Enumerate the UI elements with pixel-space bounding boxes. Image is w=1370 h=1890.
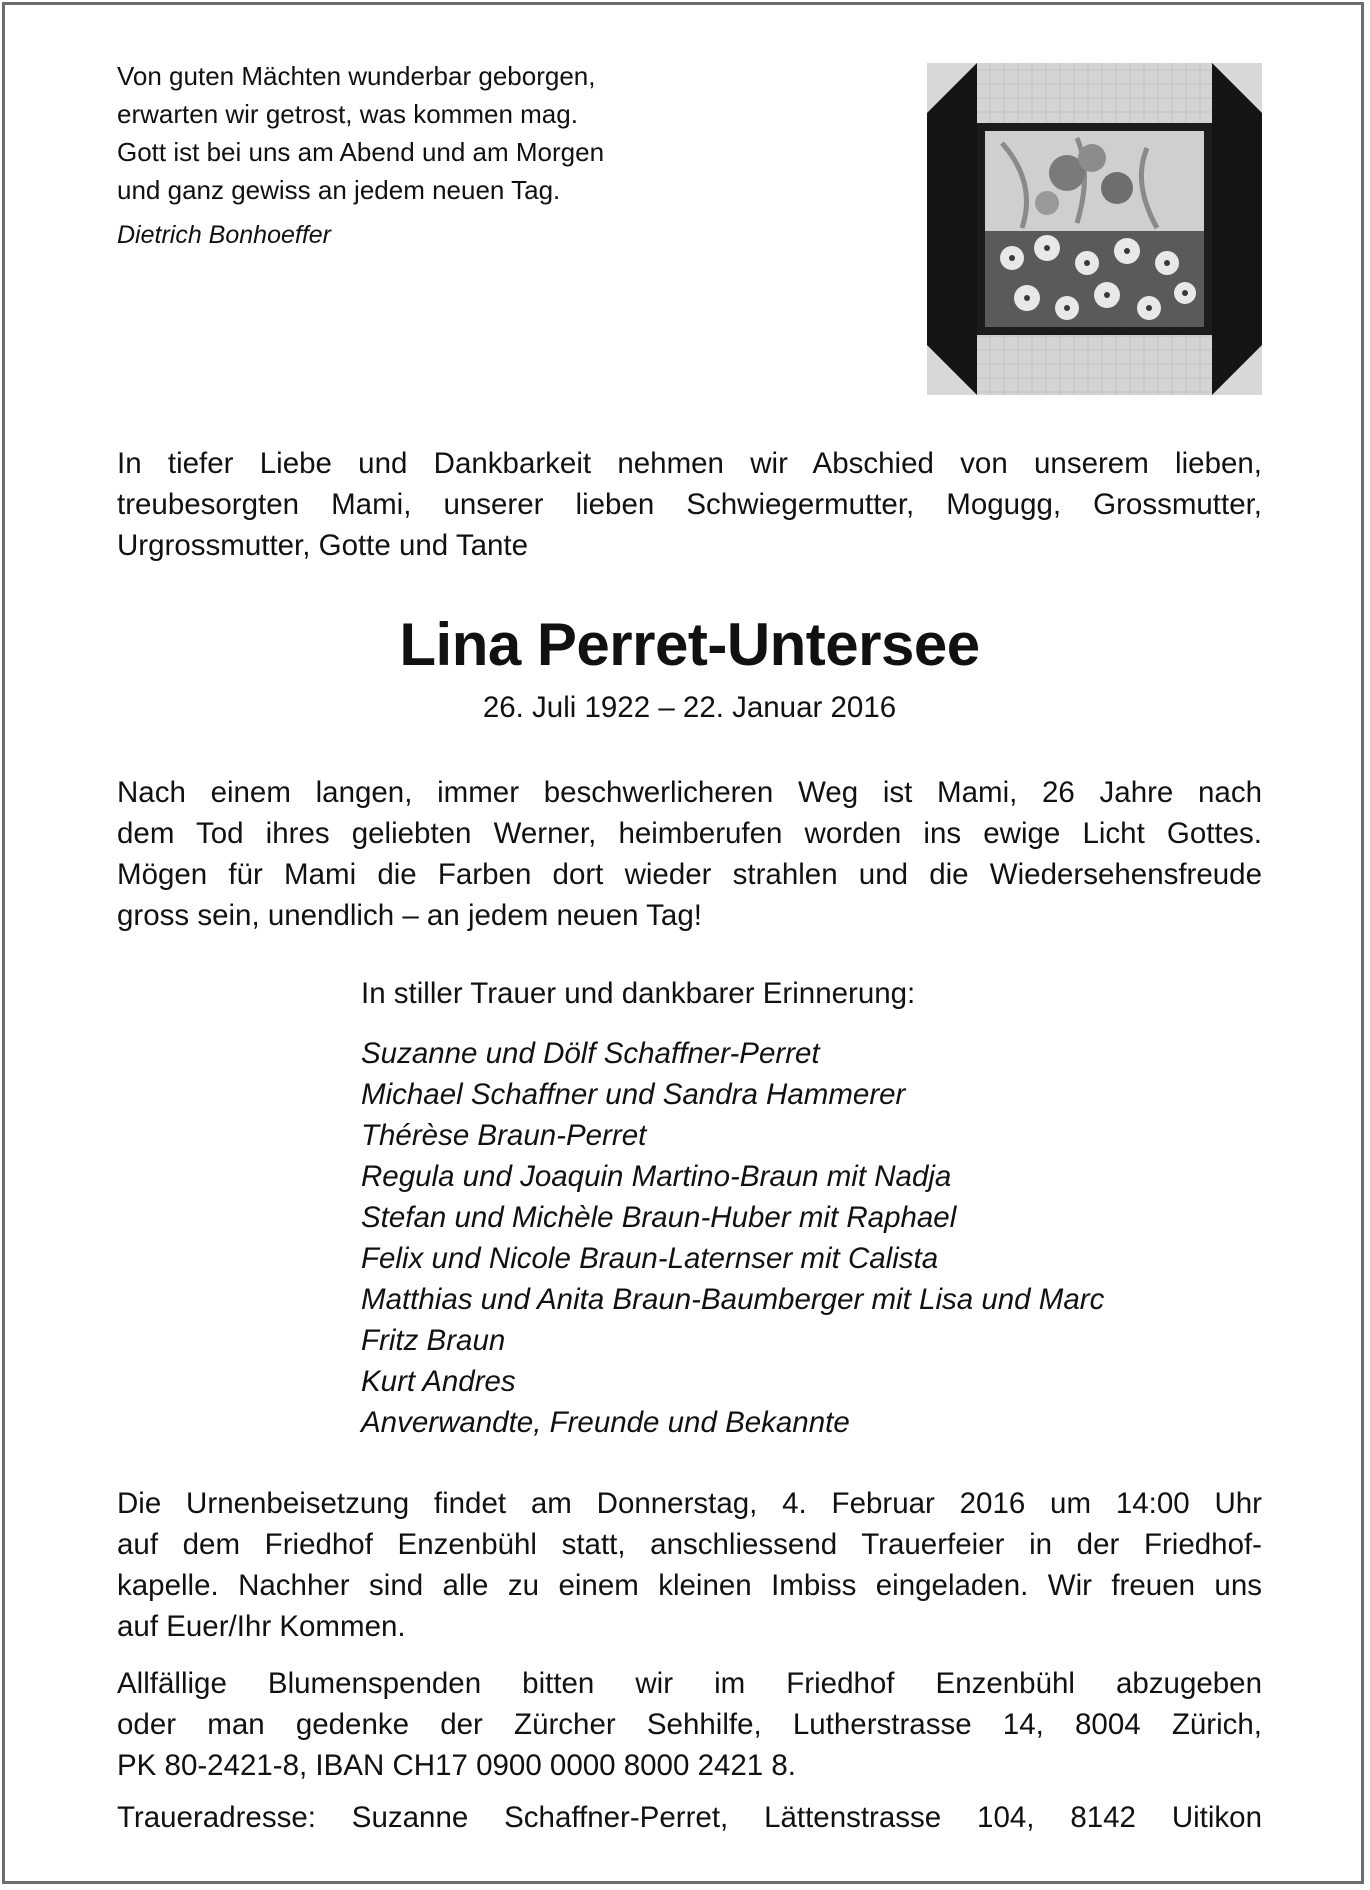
burial-line: auf Euer/Ihr Kommen. bbox=[117, 1610, 406, 1643]
poem-line: und ganz gewiss an jedem neuen Tag. bbox=[117, 175, 561, 205]
mourning-address: Traueradresse: Suzanne Schaffner-Perret, Lättenstrasse 104, 8142 Uitikon bbox=[117, 1801, 1262, 1834]
mourner-name: Matthias und Anita Braun-Baumberger mit Lisa und Marc bbox=[361, 1283, 1105, 1316]
mourners-list bbox=[361, 1033, 1104, 1443]
deceased-name: Lina Perret-Untersee bbox=[399, 611, 980, 678]
poem-line: erwarten wir getrost, was kommen mag. bbox=[117, 99, 578, 129]
intro-line: treubesorgten Mami, unserer lieben Schwiegermutter, Mogugg, Grossmutter, bbox=[117, 488, 1262, 521]
mourner-name: Anverwandte, Freunde und Bekannte bbox=[361, 1406, 850, 1439]
mourner-name: Felix und Nicole Braun-Laternser mit Calista bbox=[361, 1242, 939, 1275]
poem-line: Von guten Mächten wunderbar geborgen, bbox=[117, 61, 596, 91]
mourner-name: Fritz Braun bbox=[361, 1324, 506, 1357]
burial-line: kapelle. Nachher sind alle zu einem kleinen Imbiss eingeladen. Wir freuen uns bbox=[117, 1569, 1262, 1602]
quilt-flower-photo bbox=[927, 63, 1262, 395]
poem bbox=[117, 57, 604, 209]
tribute-line: gross sein, unendlich – an jedem neuen Tag! bbox=[117, 899, 702, 932]
intro-line: In tiefer Liebe und Dankbarkeit nehmen wir Abschied von unserem lieben, bbox=[117, 447, 1262, 480]
poem-line: Gott ist bei uns am Abend und am Morgen bbox=[117, 137, 605, 167]
mourner-name: Stefan und Michèle Braun-Huber mit Raphael bbox=[361, 1201, 957, 1234]
tribute-line: Nach einem langen, immer beschwerlicheren Weg ist Mami, 26 Jahre nach bbox=[117, 776, 1262, 809]
flowers-line: PK 80-2421-8, IBAN CH17 0900 0000 8000 2421 8. bbox=[117, 1749, 796, 1782]
mourner-name: Suzanne und Dölf Schaffner-Perret bbox=[361, 1037, 820, 1070]
burial-paragraph bbox=[117, 1483, 1262, 1647]
burial-line: Die Urnenbeisetzung findet am Donnerstag, 4. Februar 2016 um 14:00 Uhr bbox=[117, 1487, 1262, 1520]
life-dates: 26. Juli 1922 – 22. Januar 2016 bbox=[482, 691, 897, 724]
burial-line: auf dem Friedhof Enzenbühl statt, anschliessend Trauerfeier in der Friedhof- bbox=[117, 1528, 1262, 1561]
tribute-line: dem Tod ihres geliebten Werner, heimberufen worden ins ewige Licht Gottes. bbox=[117, 817, 1262, 850]
tribute-line: Mögen für Mami die Farben dort wieder strahlen und die Wiedersehensfreude bbox=[117, 858, 1262, 891]
intro-paragraph bbox=[117, 443, 1262, 566]
poem-author: Dietrich Bonhoeffer bbox=[117, 221, 332, 249]
intro-line: Urgrossmutter, Gotte und Tante bbox=[117, 529, 529, 562]
flowers-line: Allfällige Blumenspenden bitten wir im Friedhof Enzenbühl abzugeben bbox=[117, 1667, 1262, 1700]
mourning-heading: In stiller Trauer und dankbarer Erinnerung: bbox=[361, 977, 916, 1010]
obituary-frame bbox=[2, 2, 1364, 1884]
mourner-name: Kurt Andres bbox=[361, 1365, 516, 1398]
mourner-name: Regula und Joaquin Martino-Braun mit Nadja bbox=[361, 1160, 952, 1193]
flowers-paragraph bbox=[117, 1663, 1262, 1786]
mourner-name: Michael Schaffner und Sandra Hammerer bbox=[361, 1078, 906, 1111]
flowers-line: oder man gedenke der Zürcher Sehhilfe, Lutherstrasse 14, 8004 Zürich, bbox=[117, 1708, 1262, 1741]
mourner-name: Thérèse Braun-Perret bbox=[361, 1119, 647, 1152]
tribute-paragraph bbox=[117, 772, 1262, 936]
